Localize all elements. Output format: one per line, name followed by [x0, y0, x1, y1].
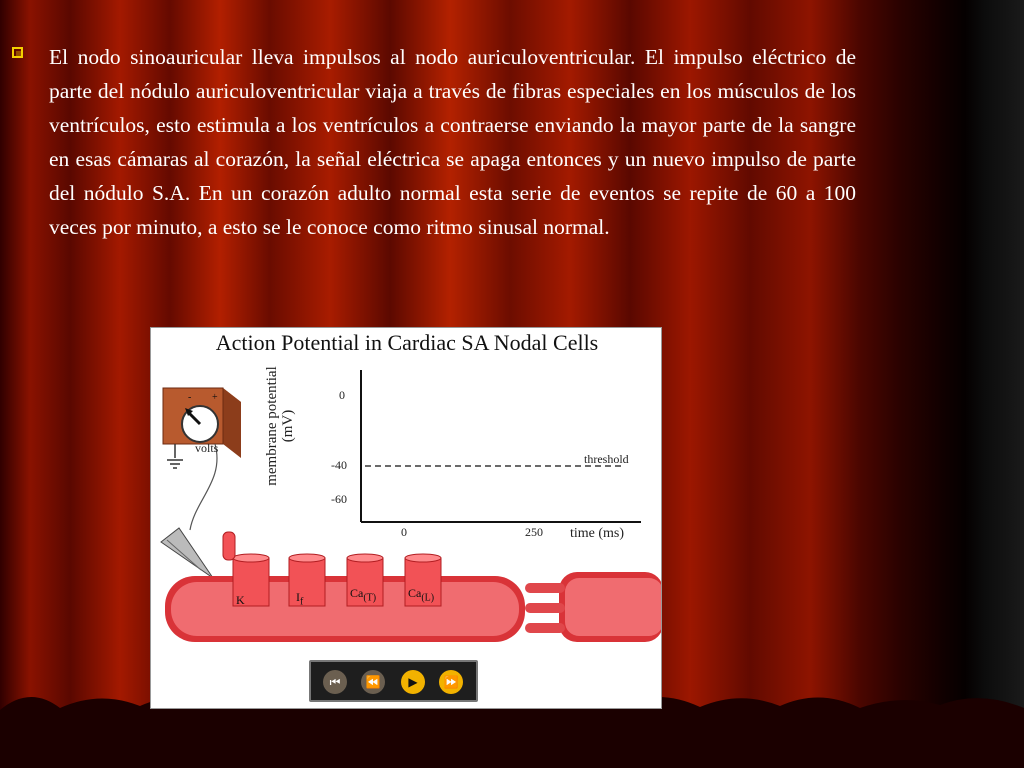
play-icon[interactable]: ▶: [401, 670, 425, 694]
cell-membrane: [151, 528, 662, 648]
action-potential-figure: [150, 327, 662, 709]
y-tick-minus40: -40: [331, 458, 347, 472]
plot-axes: [351, 368, 651, 528]
voltmeter-label: volts: [195, 441, 219, 455]
y-tick-minus60: -60: [331, 492, 347, 506]
rewind-icon[interactable]: ⏮: [323, 670, 347, 694]
playback-controls: [309, 660, 478, 702]
figure-title: Action Potential in Cardiac SA Nodal Cells: [215, 330, 599, 355]
channel-if-label: $I_f$: [296, 590, 304, 608]
x-tick-0: 0: [401, 525, 407, 539]
y-axis-label: membrane potential (mV): [264, 366, 296, 486]
y-tick-0: 0: [339, 388, 345, 402]
channel-cal-label: $Ca_{(L)}$: [408, 586, 435, 604]
svg-text:+: +: [212, 392, 218, 403]
slide-paragraph: El nodo sinoauricular lleva impulsos al nodo auriculoventricular. El impulso eléctrico de parte del nódulo auriculoventricular viaja a través de fibras especiales en los músculos de los ventrículos, esto estimula a los ventrículos a contraerse enviando la mayor parte de la sangre en esas cámaras al corazón, la señal eléctrica se apaga entonces y un nuevo impulso de parte del nódulo S.A. En un corazón adulto normal esta serie de eventos se repite de 60 a 100 veces por minuto, a esto se le conoce como ritmo sinusal normal.: [49, 45, 856, 239]
threshold-label: threshold: [584, 452, 629, 466]
x-axis-label: time (ms): [570, 526, 625, 541]
svg-text:-: -: [188, 392, 192, 403]
bullet-icon: [12, 47, 23, 58]
step-back-icon[interactable]: ⏪: [361, 670, 385, 694]
x-tick-250: 250: [525, 525, 543, 539]
channel-k-label: K: [236, 593, 245, 607]
channel-cat-label: $Ca_{(T)}$: [350, 586, 377, 604]
fast-forward-icon[interactable]: ⏩: [439, 670, 463, 694]
